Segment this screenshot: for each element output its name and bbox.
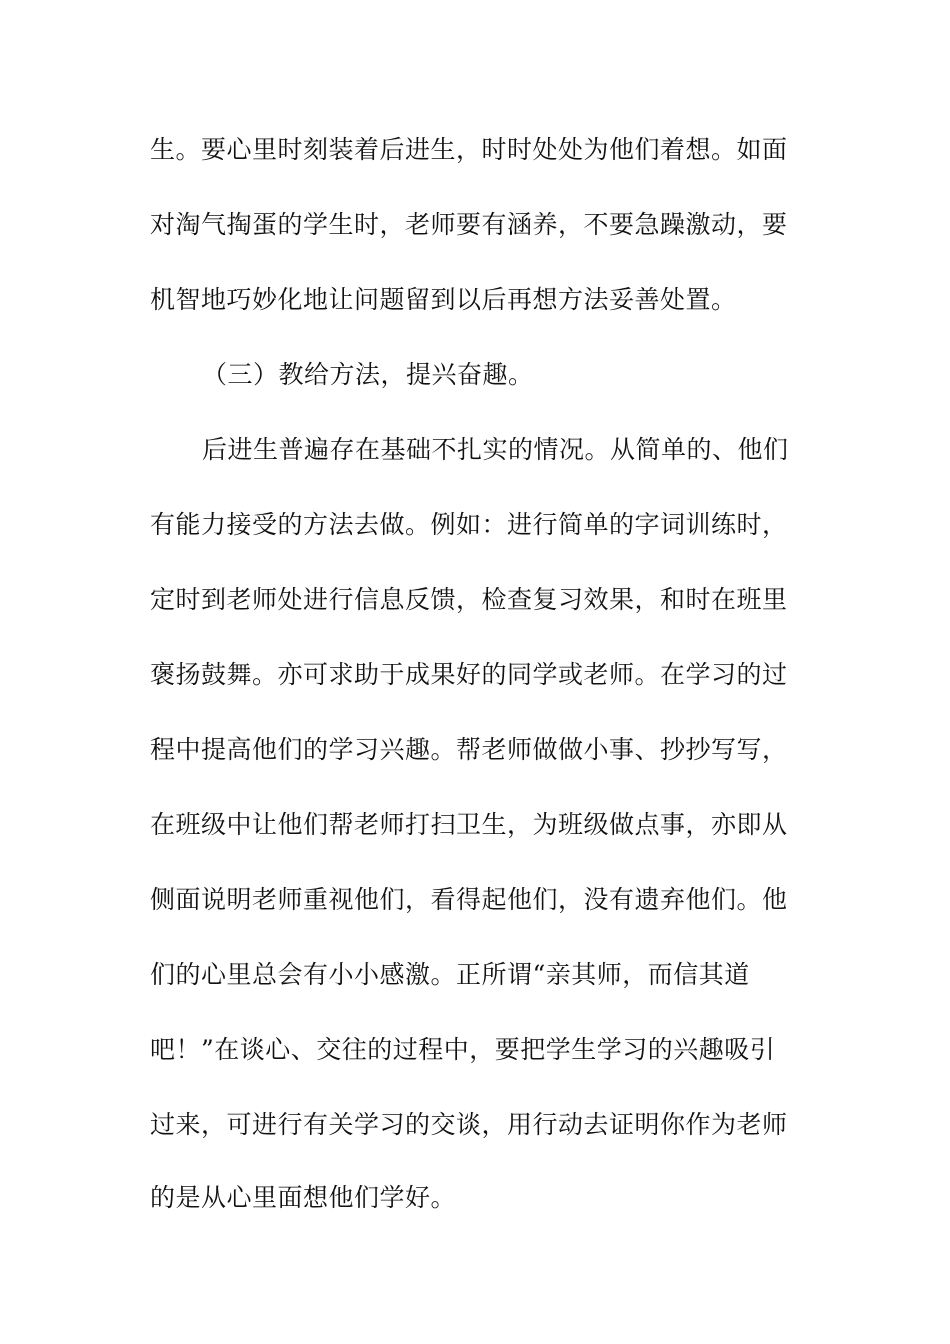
paragraph-line: 定时到老师处进行信息反馈，检查复习效果，和时在班里: [150, 585, 788, 614]
paragraph-line: 过来，可进行有关学习的交谈，用行动去证明你作为老师: [150, 1110, 788, 1139]
paragraph-line: 程中提高他们的学习兴趣。帮老师做做小事、抄抄写写，: [150, 735, 788, 764]
paragraph-line: 生。要心里时刻装着后进生，时时处处为他们着想。如面: [150, 135, 788, 164]
paragraph-line: 侧面说明老师重视他们，看得起他们，没有遗弃他们。他: [150, 885, 788, 914]
paragraph-line: 有能力接受的方法去做。例如：进行简单的字词训练时，: [150, 510, 788, 539]
paragraph-line: 吧！”在谈心、交往的过程中，要把学生学习的兴趣吸引: [150, 1035, 776, 1064]
paragraph-line: 在班级中让他们帮老师打扫卫生，为班级做点事，亦即从: [150, 810, 788, 839]
paragraph-line: 褒扬鼓舞。亦可求助于成果好的同学或老师。在学习的过: [150, 660, 788, 689]
paragraph-line: 后进生普遍存在基础不扎实的情况。从简单的、他们: [202, 435, 789, 464]
paragraph-line: 的是从心里面想他们学好。: [150, 1183, 457, 1212]
section-heading: （三）教给方法，提兴奋趣。: [202, 360, 534, 389]
paragraph-line: 对淘气掏蛋的学生时，老师要有涵养，不要急躁激动，要: [150, 210, 788, 239]
paragraph-line: 们的心里总会有小小感激。正所谓“亲其师，而信其道: [150, 960, 750, 989]
paragraph-line: 机智地巧妙化地让问题留到以后再想方法妥善处置。: [150, 285, 737, 314]
